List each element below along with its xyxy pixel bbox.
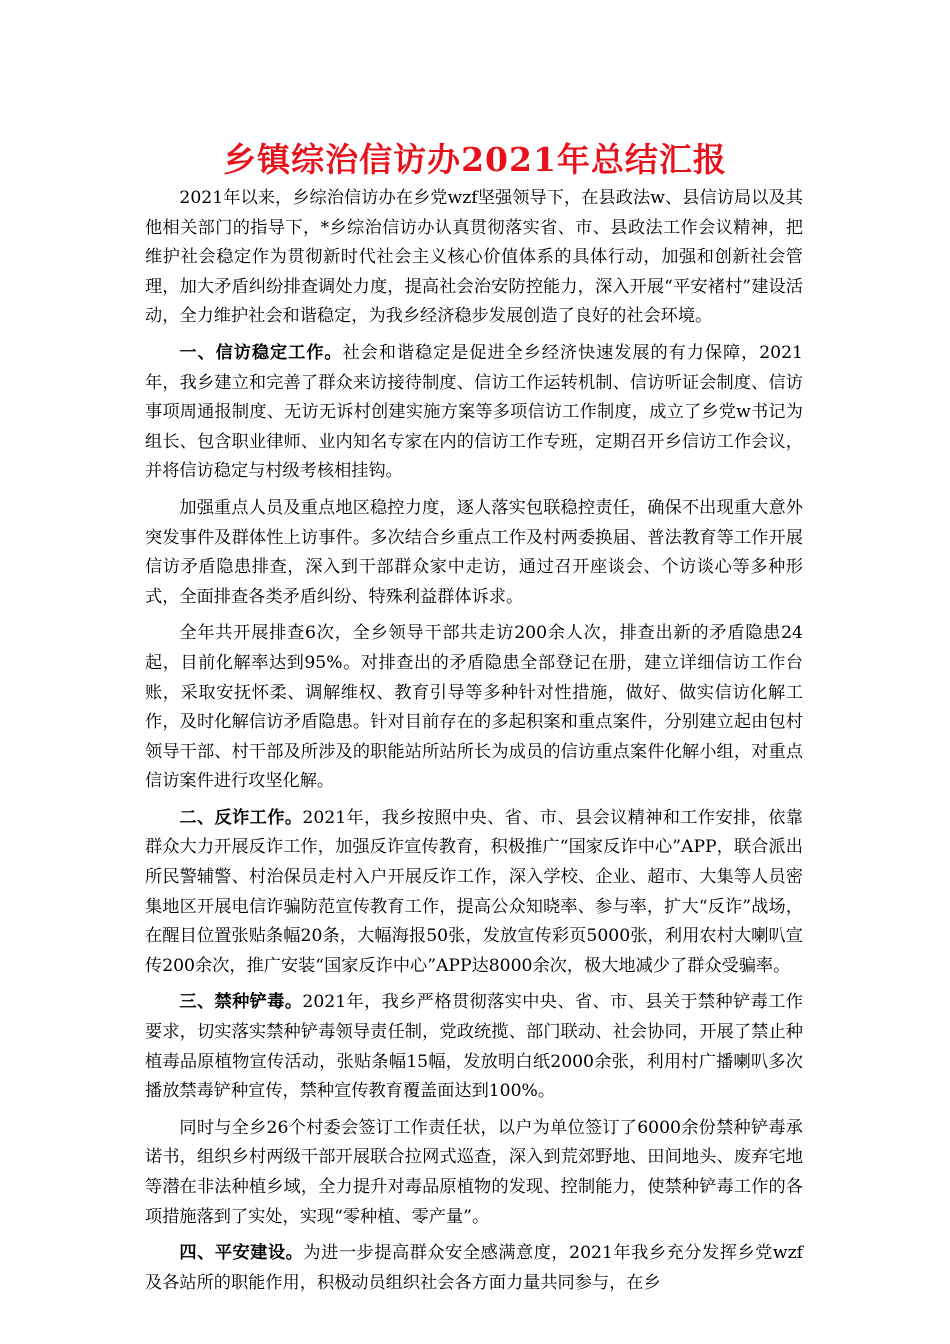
paragraph-text: 2021年，我乡按照中央、省、市、县会议精神和工作安排，依靠群众大力开展反诈工作，加强反诈宣传教育，积极推广“国家反诈中心”APP，联合派出所民警辅警、村治保员走村入户开展反诈工作，深入学校、企业、超市、大集等人员密集地区开展电信诈骗防范宣传教育工作，提高公众知晓率、参与率，扩大“反诈”战场，在醒目位置张贴条幅20条，大幅海报50张，发放宣传彩页5000张，利用农村大喇叭宣传200余次，推广安装“国家反诈中心”APP达8000余次，极大地减少了群众受骗率。 [145,807,803,976]
paragraph-investigation-results [145,619,803,797]
section-heading-drug-ban: 三、禁种铲毒。 [179,992,303,1013]
document-body [145,184,803,1305]
section-heading-safety: 四、平安建设。 [179,1243,304,1264]
document-title: 乡镇综治信访办2021年总结汇报 [223,140,727,179]
paragraph-petition-stability [145,339,803,487]
section-heading-petition: 一、信访稳定工作。 [179,342,343,363]
paragraph-text: 为进一步提高群众安全感满意度，2021年我乡充分发挥乡党wzf及各站所的职能作用，积极动员组织社会各方面力量共同参与，在乡 [145,1243,803,1293]
paragraph-safety-construction [145,1239,803,1298]
paragraph-text: 2021年，我乡严格贯彻落实中央、省、市、县关于禁种铲毒工作要求，切实落实禁种铲毒领导责任制，党政统揽、部门联动、社会协同，开展了禁止种植毒品原植物宣传活动，张贴条幅15幅，发放明白纸2000余张，利用村广播喇叭多次播放禁毒铲种宣传，禁种宣传教育覆盖面达到100%。 [145,992,803,1102]
paragraph-responsibility-agreements [145,1114,803,1232]
paragraph-key-personnel [145,494,803,612]
paragraph-text: 加强重点人员及重点地区稳控力度，逐人落实包联稳控责任，确保不出现重大意外突发事件及群体性上访事件。多次结合乡重点工作及村两委换届、普法教育等工作开展信访矛盾隐患排查，深入到干部群众家中走访，通过召开座谈会、个访谈心等多种形式，全面排查各类矛盾纠纷、特殊利益群体诉求。 [145,497,803,607]
section-heading-anti-fraud: 二、反诈工作。 [179,807,303,828]
paragraph-text: 同时与全乡26个村委会签订工作责任状，以户为单位签订了6000余份禁种铲毒承诺书，组织乡村两级干部开展联合拉网式巡查，深入到荒郊野地、田间地头、废弃宅地等潜在非法种植乡域，全力提升对毒品原植物的发现、控制能力，使禁种铲毒工作的各项措施落到了实处，实现“零种植、零产量”。 [145,1117,803,1227]
paragraph-text: 2021年以来，乡综治信访办在乡党wzf坚强领导下，在县政法w、县信访局以及其他相关部门的指导下，*乡综治信访办认真贯彻落实省、市、县政法工作会议精神，把维护社会稳定作为贯彻新时代社会主义核心价值体系的具体行动，加强和创新社会管理，加大矛盾纠纷排查调处力度，提高社会治安防控能力，深入开展“平安褚村”建设活动，全力维护社会和谐稳定，为我乡经济稳步发展创造了良好的社会环境。 [145,188,803,327]
paragraph-intro [145,184,803,332]
paragraph-text: 社会和谐稳定是促进全乡经济快速发展的有力保障，2021年，我乡建立和完善了群众来访接待制度、信访工作运转机制、信访听证会制度、信访事项周通报制度、无访无诉村创建实施方案等多项信访工作制度，成立了乡党w书记为组长、包含职业律师、业内知名专家在内的信访工作专班，定期召开乡信访工作会议，并将信访稳定与村级考核相挂钩。 [145,342,803,482]
paragraph-drug-ban [145,988,803,1106]
paragraph-text: 全年共开展排查6次，全乡领导干部共走访200余人次，排查出新的矛盾隐患24起，目前化解率达到95%。对排查出的矛盾隐患全部登记在册，建立详细信访工作台账，采取安抚怀柔、调解维权、教育引导等多种针对性措施，做好、做实信访化解工作，及时化解信访矛盾隐患。针对目前存在的多起积案和重点案件，分别建立起由包村领导干部、村干部及所涉及的职能站所站所长为成员的信访重点案件化解小组，对重点信访案件进行攻坚化解。 [145,623,803,792]
paragraph-anti-fraud [145,804,803,982]
